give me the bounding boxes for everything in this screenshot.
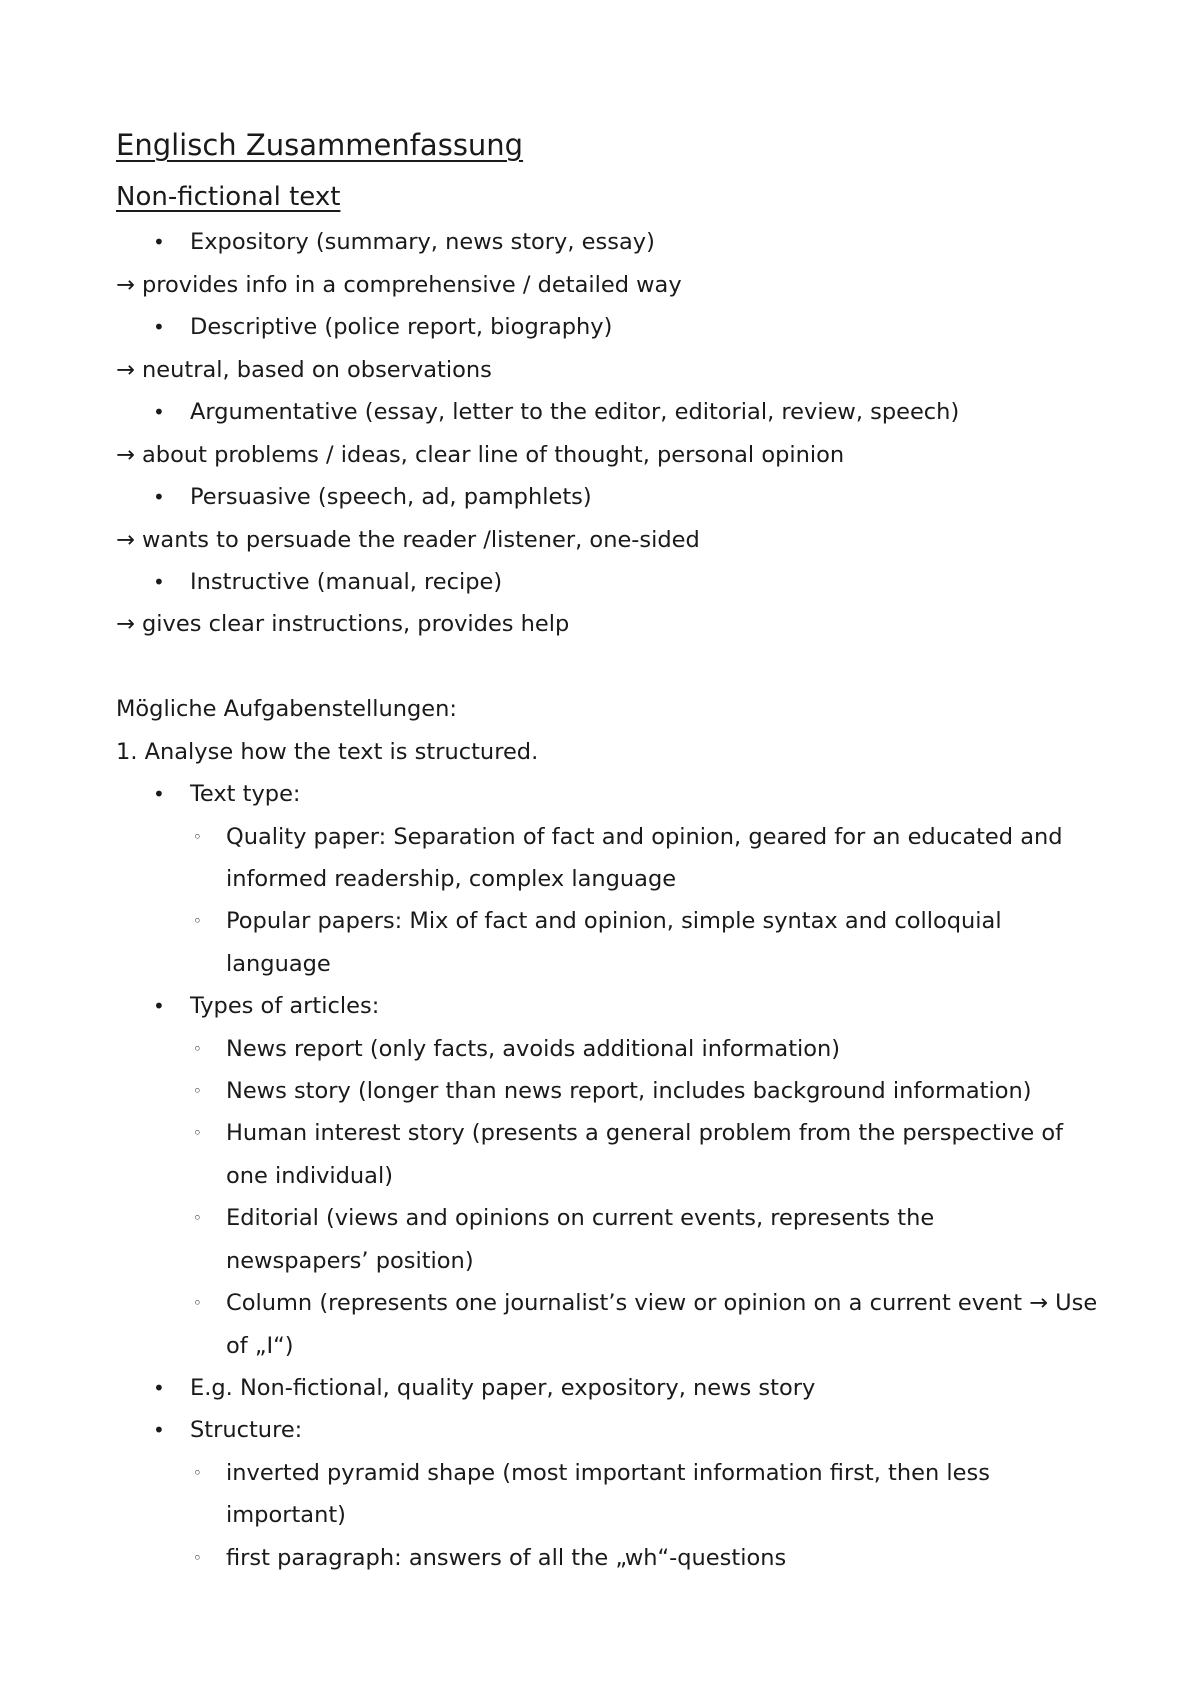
document-title: Englisch Zusammenfassung: [116, 128, 524, 162]
bullet-icon: •: [153, 315, 165, 339]
bullet-icon: •: [153, 485, 165, 509]
section-heading: Non-fictional text: [116, 182, 341, 212]
sub-bullet-icon: ◦: [193, 828, 202, 846]
bullet-icon: •: [153, 1418, 165, 1442]
text-type-expository: Expository (summary, news story, essay): [190, 229, 655, 255]
text-type-label: Text type:: [190, 781, 301, 807]
text-type-note: → wants to persuade the reader /listener, one-sided: [116, 527, 700, 553]
sub-bullet-icon: ◦: [193, 1082, 202, 1100]
sub-bullet-icon: ◦: [193, 1124, 202, 1142]
text-type-persuasive: Persuasive (speech, ad, pamphlets): [190, 484, 592, 510]
text-type-descriptive: Descriptive (police report, biography): [190, 314, 613, 340]
text-type-note: → neutral, based on observations: [116, 357, 492, 383]
popular-papers-line-2: language: [226, 951, 331, 977]
article-column-line-2: of „I“): [226, 1333, 294, 1359]
structure-pyramid-line-1: inverted pyramid shape (most important information first, then less: [226, 1460, 990, 1486]
quality-paper-line-1: Quality paper: Separation of fact and opinion, geared for an educated and: [226, 824, 1063, 850]
article-human-interest-line-1: Human interest story (presents a general problem from the perspective of: [226, 1120, 1064, 1146]
article-editorial-line-2: newspapers’ position): [226, 1248, 474, 1274]
article-news-story: News story (longer than news report, includes background information): [226, 1078, 1032, 1104]
articles-label: Types of articles:: [190, 993, 380, 1019]
article-news-report: News report (only facts, avoids additional information): [226, 1036, 841, 1062]
bullet-icon: •: [153, 782, 165, 806]
quality-paper-line-2: informed readership, complex language: [226, 866, 677, 892]
task-item: 1. Analyse how the text is structured.: [116, 739, 539, 765]
popular-papers-line-1: Popular papers: Mix of fact and opinion, simple syntax and colloquial: [226, 908, 1002, 934]
article-editorial-line-1: Editorial (views and opinions on current events, represents the: [226, 1205, 935, 1231]
bullet-icon: •: [153, 570, 165, 594]
text-type-instructive: Instructive (manual, recipe): [190, 569, 503, 595]
sub-bullet-icon: ◦: [193, 1464, 202, 1482]
bullet-icon: •: [153, 400, 165, 424]
sub-bullet-icon: ◦: [193, 1209, 202, 1227]
structure-first-paragraph: first paragraph: answers of all the „wh“-questions: [226, 1545, 787, 1571]
article-human-interest-line-2: one individual): [226, 1163, 393, 1189]
sub-bullet-icon: ◦: [193, 912, 202, 930]
structure-label: Structure:: [190, 1417, 303, 1443]
example-line: E.g. Non-fictional, quality paper, expository, news story: [190, 1375, 816, 1401]
sub-bullet-icon: ◦: [193, 1549, 202, 1567]
bullet-icon: •: [153, 230, 165, 254]
structure-pyramid-line-2: important): [226, 1502, 346, 1528]
sub-bullet-icon: ◦: [193, 1294, 202, 1312]
text-type-note: → gives clear instructions, provides help: [116, 611, 570, 637]
sub-bullet-icon: ◦: [193, 1040, 202, 1058]
text-type-note: → provides info in a comprehensive / detailed way: [116, 272, 682, 298]
text-type-note: → about problems / ideas, clear line of thought, personal opinion: [116, 442, 845, 468]
bullet-icon: •: [153, 994, 165, 1018]
tasks-heading: Mögliche Aufgabenstellungen:: [116, 696, 457, 722]
text-type-argumentative: Argumentative (essay, letter to the editor, editorial, review, speech): [190, 399, 960, 425]
article-column-line-1: Column (represents one journalist’s view or opinion on a current event → Use: [226, 1290, 1098, 1316]
bullet-icon: •: [153, 1376, 165, 1400]
